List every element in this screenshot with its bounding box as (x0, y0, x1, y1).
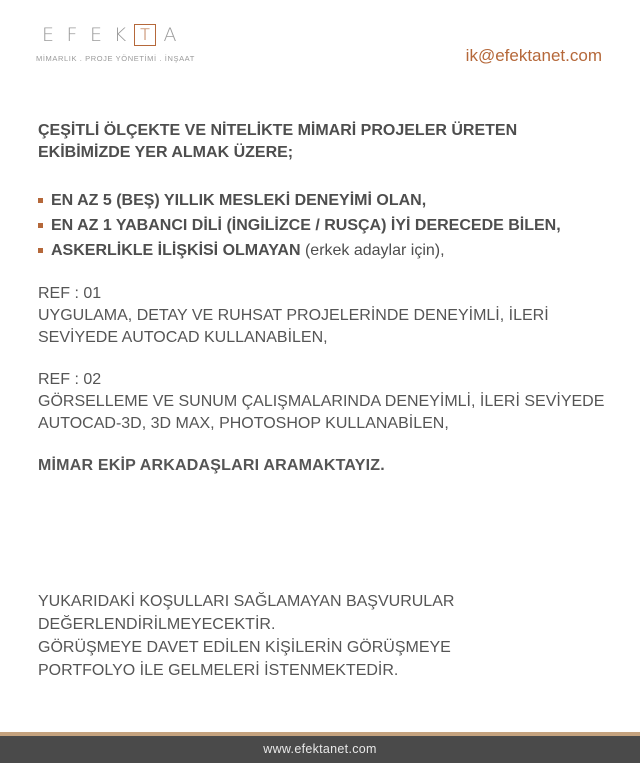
note-line: YUKARIDAKİ KOŞULLARI SAĞLAMAYAN BAŞVURULAR (38, 593, 455, 610)
job-posting-body (38, 120, 618, 477)
ref-description: UYGULAMA, DETAY VE RUHSAT PROJELERİNDE DENEYİMLİ, İLERİ (38, 307, 549, 324)
logo-letter: K (113, 24, 127, 46)
requirement-text: ASKERLİKLE İLİŞKİSİ OLMAYAN (erkek adaylar için), (51, 242, 445, 259)
logo-letter: E (41, 24, 54, 46)
intro-text (38, 120, 618, 164)
footer (0, 736, 640, 763)
website-link[interactable]: www.efektanet.com (263, 742, 377, 756)
logo-letter: E (89, 24, 102, 46)
note-line: GÖRÜŞMEYE DAVET EDİLEN KİŞİLERİN GÖRÜŞMEYE (38, 639, 451, 656)
application-notes (38, 590, 618, 682)
requirement-text: EN AZ 5 (BEŞ) YILLIK MESLEKİ DENEYİMİ OLAN, (51, 192, 427, 209)
list-item (38, 238, 618, 263)
ref-title: REF : 02 (38, 371, 102, 388)
bullet-icon (38, 223, 43, 228)
company-logo[interactable] (36, 22, 196, 66)
note-line: DEĞERLENDİRİLMEYECEKTİR. (38, 616, 276, 633)
intro-line: ÇEŞİTLİ ÖLÇEKTE VE NİTELİKTE MİMARİ PROJELER ÜRETEN (38, 122, 518, 139)
intro-line: EKİBİMİZDE YER ALMAK ÜZERE; (38, 144, 294, 161)
list-item (38, 188, 618, 213)
requirements-list (38, 188, 618, 263)
ref-description: GÖRSELLEME VE SUNUM ÇALIŞMALARINDA DENEYİMLİ, İLERİ SEVİYEDE (38, 393, 605, 410)
logo-tagline: MİMARLIK . PROJE YÖNETİMİ . İNŞAAT (36, 54, 195, 63)
logo-letter: F (66, 24, 78, 46)
requirement-text: EN AZ 1 YABANCI DİLİ (İNGİLİZCE / RUSÇA) İYİ DERECEDE BİLEN, (51, 217, 561, 234)
bullet-icon (38, 248, 43, 253)
contact-email[interactable]: ik@efektanet.com (465, 46, 602, 65)
ref-01 (38, 283, 618, 349)
list-item (38, 213, 618, 238)
ref-description: AUTOCAD-3D, 3D MAX, PHOTOSHOP KULLANABİLEN, (38, 415, 449, 432)
logo-letter-boxed: T (134, 24, 156, 46)
ref-description: SEVİYEDE AUTOCAD KULLANABİLEN, (38, 329, 328, 346)
note-line: PORTFOLYO İLE GELMELERİ İSTENMEKTEDİR. (38, 662, 399, 679)
closing-statement: MİMAR EKİP ARKADAŞLARI ARAMAKTAYIZ. (38, 457, 385, 474)
logo-wordmark (36, 24, 182, 46)
ref-02 (38, 369, 618, 435)
header (0, 0, 640, 100)
bullet-icon (38, 198, 43, 203)
ref-title: REF : 01 (38, 285, 102, 302)
logo-letter: A (163, 24, 177, 46)
